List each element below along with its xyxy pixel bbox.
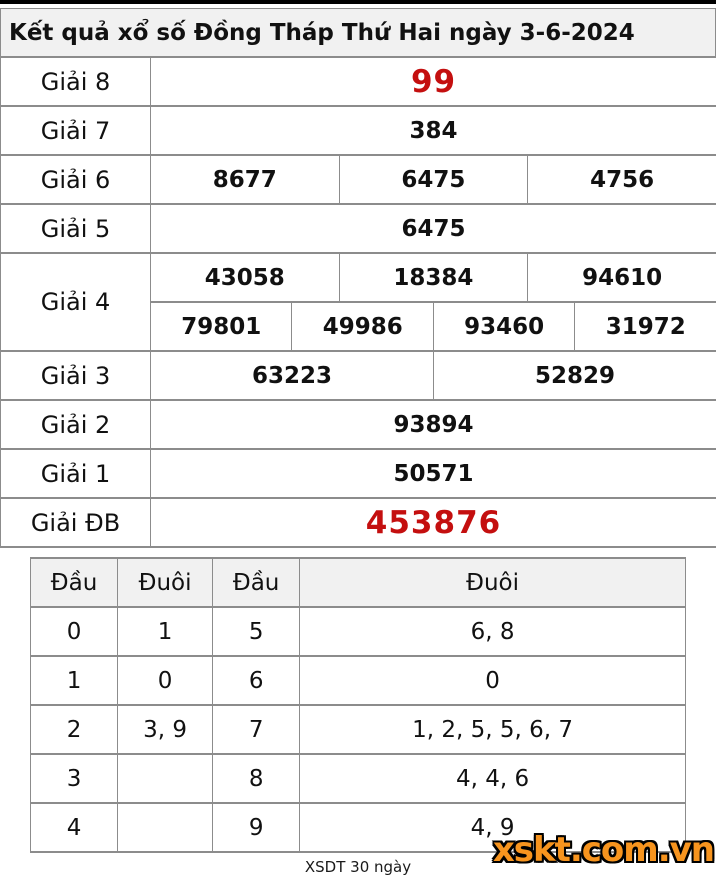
head-tail-cell: 9	[213, 803, 300, 852]
head-tail-cell: 1	[118, 607, 213, 656]
head-tail-cell: 3, 9	[118, 705, 213, 754]
head-tail-column-header: Đầu	[31, 558, 118, 607]
results-table	[0, 56, 716, 548]
head-tail-column-header: Đầu	[213, 558, 300, 607]
result-row	[1, 106, 716, 155]
head-tail-cell: 1, 2, 5, 5, 6, 7	[300, 705, 686, 754]
head-tail-cell: 4	[31, 803, 118, 852]
head-tail-cell: 0	[31, 607, 118, 656]
xskt-watermark-logo[interactable]: xskt.com.vn	[493, 830, 714, 870]
head-tail-cell: 3	[31, 754, 118, 803]
prize-label: Giải 8	[1, 57, 151, 106]
head-tail-cell	[118, 754, 213, 803]
result-row	[1, 498, 716, 547]
prize-value: 50571	[151, 449, 716, 498]
prize-label: Giải 5	[1, 204, 151, 253]
prize-value: 52829	[433, 351, 716, 400]
prize-value: 4756	[528, 155, 716, 204]
prize-label: Giải 6	[1, 155, 151, 204]
head-tail-row	[31, 656, 686, 705]
head-tail-cell: 7	[213, 705, 300, 754]
head-tail-cell: 8	[213, 754, 300, 803]
head-tail-table	[30, 557, 686, 853]
head-tail-row	[31, 754, 686, 803]
result-row	[1, 351, 716, 400]
prize-value: 8677	[151, 155, 340, 204]
head-tail-cell: 6	[213, 656, 300, 705]
prize-label: Giải 1	[1, 449, 151, 498]
head-tail-cell: 4, 9	[300, 803, 686, 852]
prize-value: 79801	[151, 302, 292, 351]
result-row	[1, 204, 716, 253]
result-row	[1, 449, 716, 498]
prize-label: Giải 4	[1, 253, 151, 351]
prize-value: 453876	[151, 498, 716, 547]
result-row	[1, 57, 716, 106]
head-tail-row	[31, 705, 686, 754]
head-tail-cell: 0	[300, 656, 686, 705]
prize-value: 18384	[339, 253, 528, 302]
head-tail-cell: 6, 8	[300, 607, 686, 656]
page-title: Kết quả xổ số Đồng Tháp Thứ Hai ngày 3-6-2024	[0, 8, 716, 57]
prize-label: Giải 3	[1, 351, 151, 400]
prize-value: 63223	[151, 351, 434, 400]
head-tail-column-header: Đuôi	[118, 558, 213, 607]
head-tail-header-row	[31, 558, 686, 607]
head-tail-cell: 1	[31, 656, 118, 705]
prize-label: Giải 7	[1, 106, 151, 155]
prize-value: 49986	[292, 302, 433, 351]
prize-value: 384	[151, 106, 716, 155]
result-row	[1, 400, 716, 449]
head-tail-row	[31, 607, 686, 656]
head-tail-cell: 4, 4, 6	[300, 754, 686, 803]
prize-label: Giải ĐB	[1, 498, 151, 547]
prize-value: 6475	[339, 155, 528, 204]
top-black-bar	[0, 0, 716, 4]
prize-value: 93894	[151, 400, 716, 449]
prize-label: Giải 2	[1, 400, 151, 449]
result-row	[1, 253, 716, 302]
footer-caption: XSDT 30 ngày	[0, 858, 716, 876]
head-tail-cell	[118, 803, 213, 852]
prize-value: 94610	[528, 253, 716, 302]
head-tail-cell: 0	[118, 656, 213, 705]
prize-value: 99	[151, 57, 716, 106]
head-tail-column-header: Đuôi	[300, 558, 686, 607]
prize-value: 93460	[433, 302, 574, 351]
prize-value: 6475	[151, 204, 716, 253]
head-tail-cell: 2	[31, 705, 118, 754]
prize-value: 31972	[575, 302, 716, 351]
head-tail-cell: 5	[213, 607, 300, 656]
result-row	[1, 155, 716, 204]
prize-value: 43058	[151, 253, 340, 302]
